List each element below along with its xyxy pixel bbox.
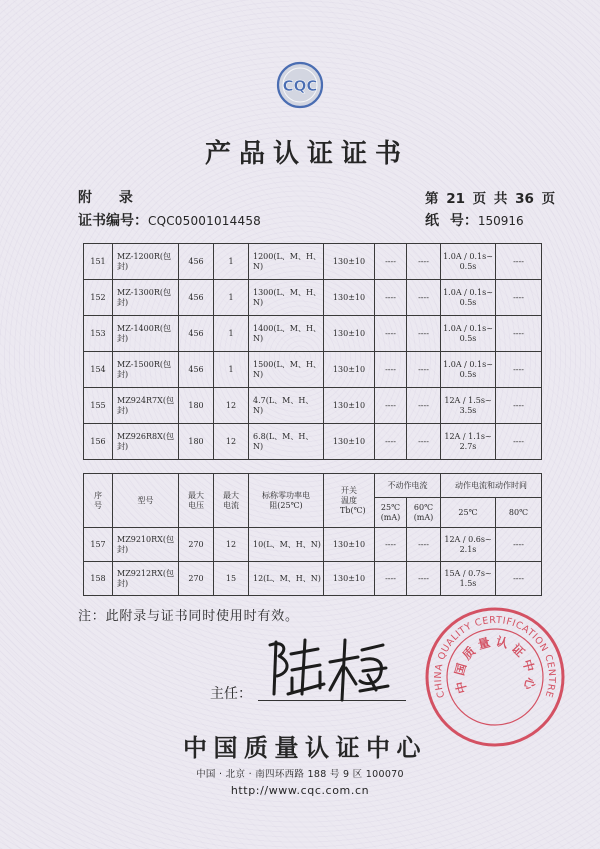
cell-non-op-current-25c: ---- <box>375 424 407 460</box>
cell-switch-temperature: 130±10 <box>324 424 375 460</box>
cell-op-current-time-25c: 15A / 0.7s~1.5s <box>441 562 496 596</box>
cell-op-current-time-80c: ---- <box>496 316 542 352</box>
cell-max-voltage: 456 <box>179 280 214 316</box>
header-op-80c: 80℃ <box>496 498 542 528</box>
cell-max-voltage: 456 <box>179 244 214 280</box>
cell-max-current: 15 <box>214 562 249 596</box>
cell-nominal-resistance: 4.7(L、M、H、N) <box>249 388 324 424</box>
cell-nominal-resistance: 1200(L、M、H、N) <box>249 244 324 280</box>
header-non-op-25c: 25℃ (mA) <box>375 498 407 528</box>
cell-non-op-current-25c: ---- <box>375 280 407 316</box>
table-row <box>84 528 542 562</box>
header-nominal-resistance: 标称零功率电阻(25℃) <box>249 474 324 528</box>
product-table-part-1 <box>83 243 542 460</box>
cell-serial-no: 157 <box>84 528 113 562</box>
cell-model: MZ-1400R(包封) <box>113 316 179 352</box>
footer-organization: 中国质量认证中心 <box>183 734 427 762</box>
cell-nominal-resistance: 1300(L、M、H、N) <box>249 280 324 316</box>
header-serial-no: 序号 <box>84 474 113 528</box>
director-label: 主任： <box>210 686 252 702</box>
cell-switch-temperature: 130±10 <box>324 316 375 352</box>
cell-max-voltage: 270 <box>179 562 214 596</box>
cell-op-current-time-80c: ---- <box>496 352 542 388</box>
cell-model: MZ9210RX(包封) <box>113 528 179 562</box>
cell-switch-temperature: 130±10 <box>324 562 375 596</box>
seal-chinese-textpath: 中国质量认证中心 <box>452 634 538 695</box>
seal-chinese-text <box>451 633 539 695</box>
validity-note: 注：此附录与证书同时使用时有效。 <box>78 609 299 624</box>
cell-nominal-resistance: 12(L、M、H、N) <box>249 562 324 596</box>
table-header-row <box>84 474 542 498</box>
header-non-op-60c: 60℃ (mA) <box>407 498 441 528</box>
table-header <box>84 474 542 528</box>
paper-number-label: 纸 号： <box>425 213 478 229</box>
cell-non-op-current-25c: ---- <box>375 352 407 388</box>
cell-max-voltage: 456 <box>179 316 214 352</box>
header-max-voltage: 最大电压 <box>179 474 214 528</box>
certificate-number-label: 证书编号： <box>78 213 148 229</box>
cell-nominal-resistance: 10(L、M、H、N) <box>249 528 324 562</box>
cell-serial-no: 154 <box>84 352 113 388</box>
cell-op-current-time-25c: 1.0A / 0.1s~0.5s <box>441 352 496 388</box>
seal-inner-ring <box>447 629 543 725</box>
cell-non-op-current-25c: ---- <box>375 388 407 424</box>
cell-switch-temperature: 130±10 <box>324 280 375 316</box>
signature-stroke <box>362 645 383 650</box>
cell-op-current-time-25c: 1.0A / 0.1s~0.5s <box>441 316 496 352</box>
cell-serial-no: 151 <box>84 244 113 280</box>
table-body <box>84 528 542 596</box>
cell-max-voltage: 180 <box>179 388 214 424</box>
header-max-current: 最大电流 <box>214 474 249 528</box>
cell-max-current: 12 <box>214 528 249 562</box>
header-non-operating-current: 不动作电流 <box>375 474 441 498</box>
certificate-number-value: CQC05001014458 <box>148 214 261 228</box>
cell-serial-no: 155 <box>84 388 113 424</box>
cell-model: MZ-1200R(包封) <box>113 244 179 280</box>
paper-number <box>425 210 524 230</box>
cell-op-current-time-25c: 12A / 1.5s~3.5s <box>441 388 496 424</box>
cqc-logo <box>276 60 324 110</box>
cell-nominal-resistance: 1400(L、M、H、N) <box>249 316 324 352</box>
cell-max-voltage: 180 <box>179 424 214 460</box>
header-model: 型号 <box>113 474 179 528</box>
cell-max-current: 1 <box>214 316 249 352</box>
header-switch-temperature: 开关温度Tb(℃) <box>324 474 375 528</box>
cell-max-voltage: 456 <box>179 352 214 388</box>
cell-op-current-time-80c: ---- <box>496 562 542 596</box>
cell-non-op-current-60c: ---- <box>407 316 441 352</box>
footer-url: http://www.cqc.com.cn <box>230 784 370 797</box>
table-row <box>84 280 542 316</box>
logo-text: CQC <box>282 77 318 95</box>
cell-non-op-current-25c: ---- <box>375 244 407 280</box>
cell-max-voltage: 270 <box>179 528 214 562</box>
certificate-number <box>78 210 261 230</box>
cell-nominal-resistance: 1500(L、M、H、N) <box>249 352 324 388</box>
cell-non-op-current-60c: ---- <box>407 280 441 316</box>
cell-op-current-time-80c: ---- <box>496 424 542 460</box>
cell-op-current-time-25c: 1.0A / 0.1s~0.5s <box>441 280 496 316</box>
cell-op-current-time-80c: ---- <box>496 280 542 316</box>
page-title: 产品认证证书 <box>205 139 410 169</box>
table-row <box>84 316 542 352</box>
cell-op-current-time-80c: ---- <box>496 528 542 562</box>
cell-max-current: 1 <box>214 352 249 388</box>
table-row <box>84 388 542 424</box>
official-seal <box>420 602 570 752</box>
header-op-25c: 25℃ <box>441 498 496 528</box>
cell-serial-no: 158 <box>84 562 113 596</box>
signature-stroke <box>346 668 356 684</box>
cell-max-current: 12 <box>214 388 249 424</box>
cell-model: MZ-1300R(包封) <box>113 280 179 316</box>
cell-max-current: 1 <box>214 280 249 316</box>
table-row <box>84 562 542 596</box>
cell-nominal-resistance: 6.8(L、M、H、N) <box>249 424 324 460</box>
cell-non-op-current-60c: ---- <box>407 562 441 596</box>
cell-max-current: 12 <box>214 424 249 460</box>
table-body <box>84 244 542 460</box>
cell-non-op-current-60c: ---- <box>407 244 441 280</box>
signature-stroke <box>330 666 343 690</box>
header-operating-current-time: 动作电流和动作时间 <box>441 474 542 498</box>
cell-op-current-time-25c: 12A / 0.6s~2.1s <box>441 528 496 562</box>
cell-non-op-current-60c: ---- <box>407 352 441 388</box>
cell-non-op-current-25c: ---- <box>375 528 407 562</box>
cell-op-current-time-80c: ---- <box>496 388 542 424</box>
cell-model: MZ9212RX(包封) <box>113 562 179 596</box>
seal-english-textpath: CHINA QUALITY CERTIFICATION CENTRE <box>432 614 558 700</box>
cell-serial-no: 152 <box>84 280 113 316</box>
cell-switch-temperature: 130±10 <box>324 244 375 280</box>
cell-op-current-time-25c: 12A / 1.1s~2.7s <box>441 424 496 460</box>
cell-non-op-current-60c: ---- <box>407 388 441 424</box>
cell-serial-no: 153 <box>84 316 113 352</box>
cell-switch-temperature: 130±10 <box>324 528 375 562</box>
paper-number-value: 150916 <box>477 214 524 228</box>
cell-switch-temperature: 130±10 <box>324 388 375 424</box>
cell-max-current: 1 <box>214 244 249 280</box>
cell-op-current-time-25c: 1.0A / 0.1s~0.5s <box>441 244 496 280</box>
cell-model: MZ924R7X(包封) <box>113 388 179 424</box>
product-table-part-2 <box>83 473 542 596</box>
signature-stroke <box>292 665 320 670</box>
footer-address: 中国 · 北京 · 南四环西路 188 号 9 区 100070 <box>196 769 404 780</box>
cell-model: MZ-1500R(包封) <box>113 352 179 388</box>
cell-non-op-current-25c: ---- <box>375 562 407 596</box>
page-info: 第 21 页 共 36 页 <box>425 191 556 207</box>
table-row <box>84 352 542 388</box>
signature-stroke <box>274 642 276 694</box>
cell-op-current-time-80c: ---- <box>496 244 542 280</box>
cell-non-op-current-60c: ---- <box>407 424 441 460</box>
cell-serial-no: 156 <box>84 424 113 460</box>
appendix-label: 附 录 <box>78 190 133 206</box>
table-row <box>84 424 542 460</box>
table-row <box>84 244 542 280</box>
cell-switch-temperature: 130±10 <box>324 352 375 388</box>
cell-non-op-current-25c: ---- <box>375 316 407 352</box>
signature-stroke <box>270 644 287 676</box>
handwritten-signature <box>262 628 392 704</box>
cell-model: MZ926R8X(包封) <box>113 424 179 460</box>
cell-non-op-current-60c: ---- <box>407 528 441 562</box>
